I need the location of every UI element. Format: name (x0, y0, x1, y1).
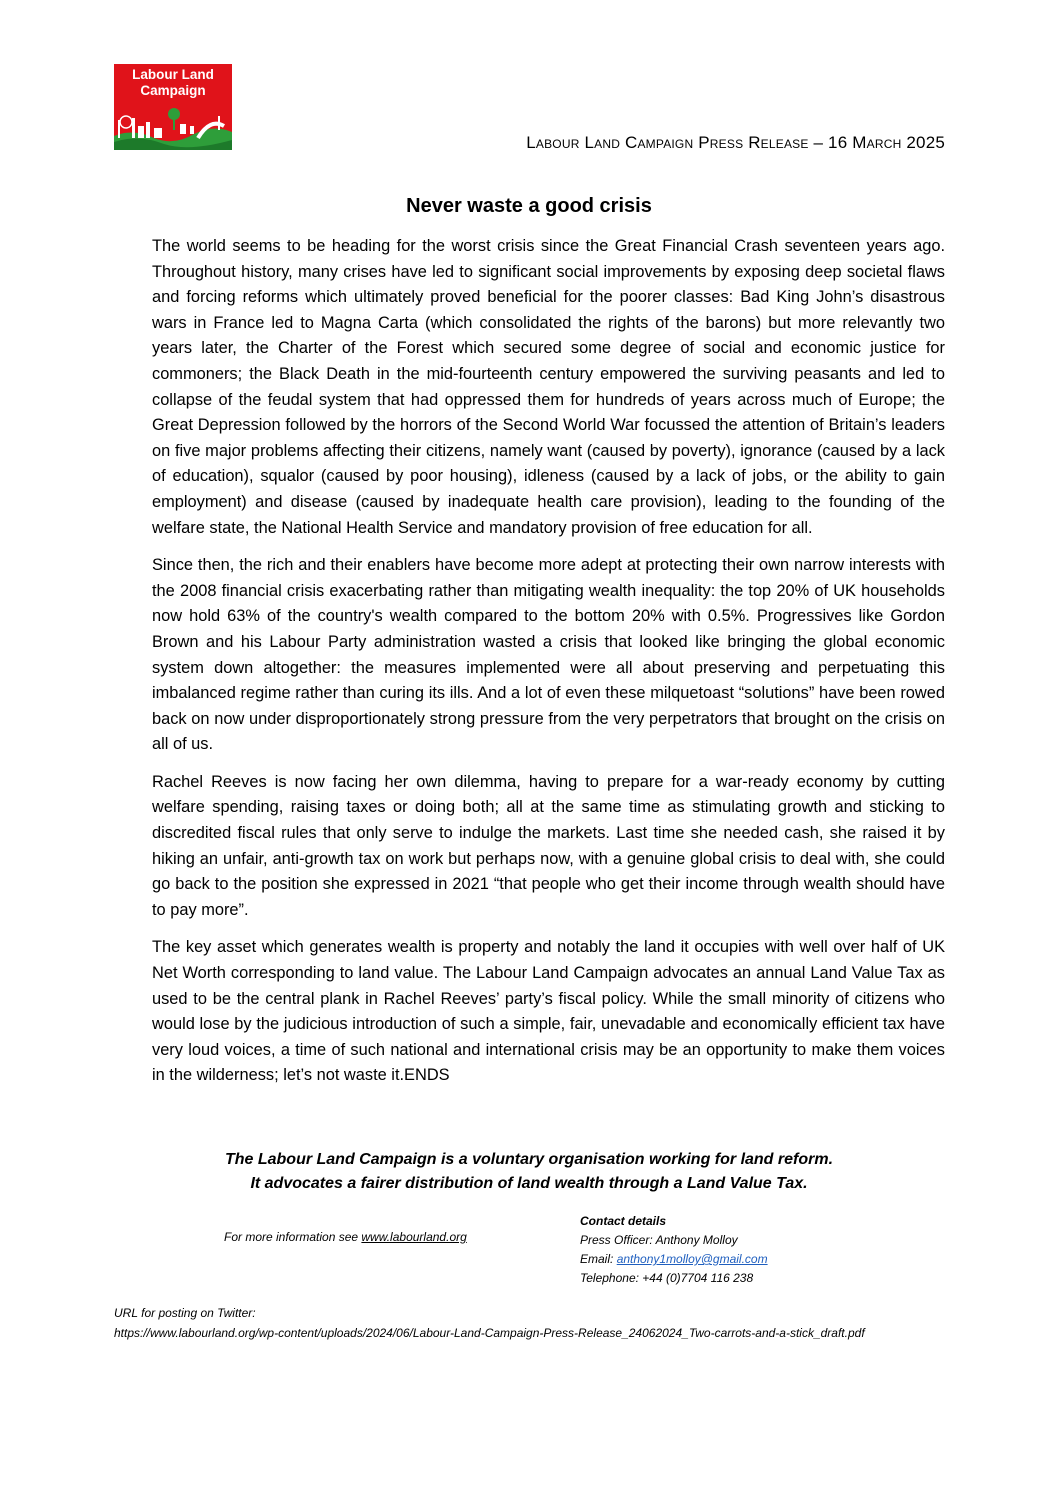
twitter-url: https://www.labourland.org/wp-content/uploads/2024/06/Labour-Land-Campaign-Press-Release_24062024_Two-carrots-and-a-stick_draft.pdf (114, 1326, 865, 1340)
logo-text-line2: Campaign (140, 83, 206, 98)
paragraph-3: Rachel Reeves is now facing her own dilemma, having to prepare for a war-ready economy by cutting welfare spending, raising taxes or doing both; all at the same time as stimulating growth and sticking to discredited fiscal rules that only serve to indulge the markets. Last time she needed cash, she raised it by hiking an unfair, anti-growth tax on work but perhaps now, with a genuine global crisis to deal with, she could go back to the position she expressed in 2021 “that people who get their income through wealth should have to pay more”. (152, 772, 945, 919)
press-release-header: Labour Land Campaign Press Release – 16 March 2025 (526, 133, 945, 152)
twitter-label: URL for posting on Twitter: (114, 1306, 256, 1320)
website-link[interactable]: www.labourland.org (361, 1230, 467, 1244)
twitter-url-section (114, 1303, 865, 1343)
email-link[interactable]: anthony1molloy@gmail.com (616, 1252, 768, 1266)
contact-details (580, 1212, 768, 1288)
page-title: Never waste a good crisis (406, 195, 652, 217)
article-body (152, 234, 945, 1101)
logo-text-line1: Labour Land (132, 67, 214, 82)
labour-land-campaign-logo (114, 64, 232, 150)
paragraph-1: The world seems to be heading for the worst crisis since the Great Financial Crash seventeen years ago. Throughout history, many crises have led to significant social improvements by exposing deep societal flaws and forcing reforms which ultimately proved beneficial for the poorer classes: Bad King John’s disastrous wars in France led to Magna Carta (which consolidated the rights of the barons) but more relevantly two years later, the Charter of the Forest which secured some degree of social and economic justice for commoners; the Black Death in the mid-fourteenth century empowered the surviving peasants and led to collapse of the feudal system that had oppressed them for hundreds of years across much of Europe; the Great Depression followed by the horrors of the Second World War focussed the attention of Britain’s leaders on five major problems affecting their citizens, namely want (caused by poverty), ignorance (caused by a lack of education), squalor (caused by poor housing), idleness (caused by a lack of jobs, or the ability to gain employment) and disease (caused by inadequate health care provision), leading to the founding of the welfare state, the National Health Service and mandatory provision of free education for all. (152, 237, 945, 537)
logo-text (114, 67, 232, 99)
organisation-tagline (0, 1148, 1058, 1196)
email-line (580, 1250, 768, 1269)
contact-heading: Contact details (580, 1214, 667, 1228)
email-label: Email: (580, 1252, 617, 1266)
logo-cityscape-icon (114, 98, 232, 150)
paragraph-2: Since then, the rich and their enablers have become more adept at protecting their own narrow interests with the 2008 financial crisis exacerbating rather than mitigating wealth inequality: the top 20% of UK households now hold 63% of the country's wealth compared to the bottom 20% with 0.5%. Progressives like Gordon Brown and his Labour Party administration wasted a crisis that looked like bringing the global economic system down altogether: the measures implemented were all about preserving and perpetuating this imbalanced regime rather than curing its ills. And a lot of even these milquetoast “solutions” have been rowed back on now under disproportionately strong pressure from the very perpetrators that brought on the crisis on all of us. (152, 556, 945, 754)
more-info-prefix: For more information see (224, 1230, 362, 1244)
more-info (224, 1230, 467, 1244)
tagline-line2: It advocates a fairer distribution of land wealth through a Land Value Tax. (250, 1175, 808, 1192)
press-officer: Press Officer: Anthony Molloy (580, 1233, 738, 1247)
tagline-line1: The Labour Land Campaign is a voluntary organisation working for land reform. (224, 1151, 834, 1168)
paragraph-4: The key asset which generates wealth is property and notably the land it occupies with well over half of UK Net Worth corresponding to land value. The Labour Land Campaign advocates an annual Land Value Tax as used to be the central plank in Rachel Reeves’ party’s fiscal policy. While the small minority of citizens who would lose by the judicious introduction of such a simple, fair, unevadable and economically efficient tax have very loud voices, a time of such national and international crisis may be an opportunity to make them voices in the wilderness; let’s not waste it.ENDS (152, 938, 945, 1085)
telephone: Telephone: +44 (0)7704 116 238 (580, 1271, 754, 1285)
